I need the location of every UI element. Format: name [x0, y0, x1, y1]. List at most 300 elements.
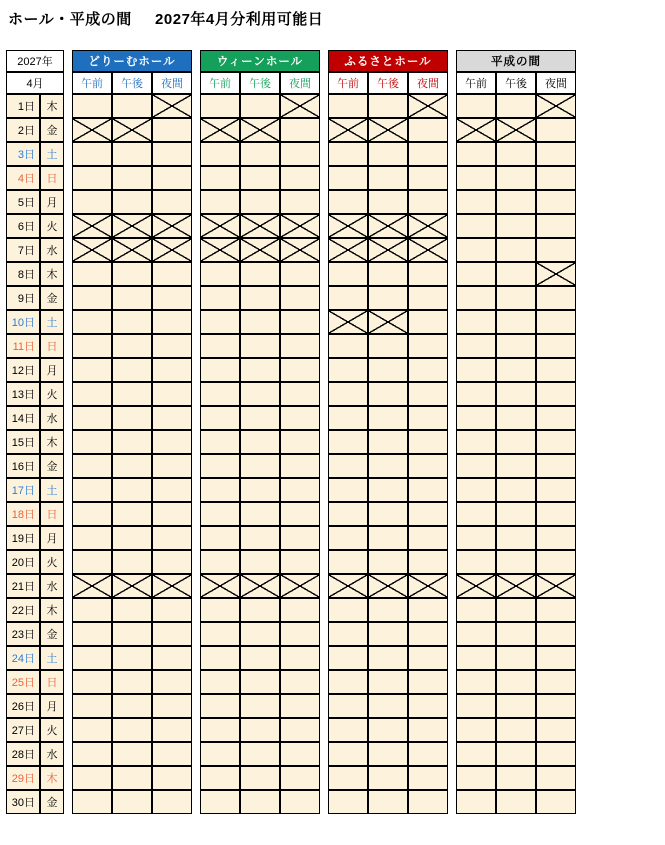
availability-cell[interactable] [368, 718, 408, 742]
availability-cell[interactable] [200, 766, 240, 790]
availability-cell[interactable] [496, 790, 536, 814]
availability-cell[interactable] [496, 238, 536, 262]
availability-cell[interactable] [408, 94, 448, 118]
availability-cell[interactable] [72, 694, 112, 718]
availability-cell[interactable] [280, 238, 320, 262]
availability-cell[interactable] [112, 742, 152, 766]
availability-cell[interactable] [280, 526, 320, 550]
availability-cell[interactable] [72, 790, 112, 814]
availability-cell[interactable] [368, 262, 408, 286]
availability-cell[interactable] [280, 286, 320, 310]
availability-cell[interactable] [456, 382, 496, 406]
availability-cell[interactable] [200, 358, 240, 382]
availability-cell[interactable] [408, 358, 448, 382]
availability-cell[interactable] [536, 430, 576, 454]
availability-cell[interactable] [408, 742, 448, 766]
availability-cell[interactable] [456, 766, 496, 790]
availability-cell[interactable] [456, 166, 496, 190]
availability-cell[interactable] [408, 550, 448, 574]
availability-cell[interactable] [200, 718, 240, 742]
availability-cell[interactable] [112, 358, 152, 382]
availability-cell[interactable] [328, 766, 368, 790]
availability-cell[interactable] [240, 190, 280, 214]
availability-cell[interactable] [200, 526, 240, 550]
availability-cell[interactable] [408, 334, 448, 358]
availability-cell[interactable] [536, 502, 576, 526]
availability-cell[interactable] [72, 526, 112, 550]
availability-cell[interactable] [328, 790, 368, 814]
availability-cell[interactable] [408, 310, 448, 334]
availability-cell[interactable] [240, 790, 280, 814]
availability-cell[interactable] [368, 550, 408, 574]
availability-cell[interactable] [408, 574, 448, 598]
availability-cell[interactable] [72, 94, 112, 118]
availability-cell[interactable] [112, 406, 152, 430]
availability-cell[interactable] [408, 766, 448, 790]
availability-cell[interactable] [280, 430, 320, 454]
availability-cell[interactable] [280, 406, 320, 430]
availability-cell[interactable] [328, 358, 368, 382]
availability-cell[interactable] [240, 622, 280, 646]
availability-cell[interactable] [112, 478, 152, 502]
availability-cell[interactable] [456, 790, 496, 814]
availability-cell[interactable] [280, 478, 320, 502]
availability-cell[interactable] [280, 598, 320, 622]
availability-cell[interactable] [328, 646, 368, 670]
availability-cell[interactable] [152, 382, 192, 406]
availability-cell[interactable] [240, 742, 280, 766]
availability-cell[interactable] [368, 310, 408, 334]
availability-cell[interactable] [328, 622, 368, 646]
availability-cell[interactable] [368, 118, 408, 142]
availability-cell[interactable] [280, 334, 320, 358]
availability-cell[interactable] [536, 406, 576, 430]
availability-cell[interactable] [72, 430, 112, 454]
availability-cell[interactable] [72, 214, 112, 238]
availability-cell[interactable] [280, 718, 320, 742]
availability-cell[interactable] [408, 598, 448, 622]
availability-cell[interactable] [456, 118, 496, 142]
availability-cell[interactable] [536, 766, 576, 790]
availability-cell[interactable] [200, 310, 240, 334]
availability-cell[interactable] [456, 262, 496, 286]
availability-cell[interactable] [72, 310, 112, 334]
availability-cell[interactable] [240, 430, 280, 454]
availability-cell[interactable] [368, 238, 408, 262]
availability-cell[interactable] [536, 550, 576, 574]
availability-cell[interactable] [200, 262, 240, 286]
availability-cell[interactable] [152, 622, 192, 646]
availability-cell[interactable] [496, 142, 536, 166]
availability-cell[interactable] [112, 190, 152, 214]
availability-cell[interactable] [496, 454, 536, 478]
availability-cell[interactable] [280, 454, 320, 478]
availability-cell[interactable] [152, 454, 192, 478]
availability-cell[interactable] [112, 94, 152, 118]
availability-cell[interactable] [328, 190, 368, 214]
availability-cell[interactable] [72, 742, 112, 766]
availability-cell[interactable] [280, 166, 320, 190]
availability-cell[interactable] [240, 454, 280, 478]
availability-cell[interactable] [240, 238, 280, 262]
availability-cell[interactable] [496, 670, 536, 694]
availability-cell[interactable] [240, 118, 280, 142]
availability-cell[interactable] [280, 382, 320, 406]
availability-cell[interactable] [112, 214, 152, 238]
availability-cell[interactable] [72, 406, 112, 430]
availability-cell[interactable] [280, 574, 320, 598]
availability-cell[interactable] [328, 382, 368, 406]
availability-cell[interactable] [536, 646, 576, 670]
availability-cell[interactable] [112, 142, 152, 166]
availability-cell[interactable] [536, 526, 576, 550]
availability-cell[interactable] [328, 670, 368, 694]
availability-cell[interactable] [408, 454, 448, 478]
availability-cell[interactable] [408, 526, 448, 550]
availability-cell[interactable] [408, 190, 448, 214]
availability-cell[interactable] [200, 598, 240, 622]
availability-cell[interactable] [240, 598, 280, 622]
availability-cell[interactable] [456, 622, 496, 646]
availability-cell[interactable] [200, 742, 240, 766]
availability-cell[interactable] [152, 262, 192, 286]
availability-cell[interactable] [72, 166, 112, 190]
availability-cell[interactable] [112, 718, 152, 742]
availability-cell[interactable] [280, 550, 320, 574]
availability-cell[interactable] [536, 166, 576, 190]
availability-cell[interactable] [328, 166, 368, 190]
availability-cell[interactable] [112, 334, 152, 358]
availability-cell[interactable] [240, 646, 280, 670]
availability-cell[interactable] [200, 454, 240, 478]
availability-cell[interactable] [280, 766, 320, 790]
availability-cell[interactable] [408, 142, 448, 166]
availability-cell[interactable] [200, 670, 240, 694]
availability-cell[interactable] [280, 790, 320, 814]
availability-cell[interactable] [152, 118, 192, 142]
availability-cell[interactable] [152, 430, 192, 454]
availability-cell[interactable] [368, 430, 408, 454]
availability-cell[interactable] [72, 238, 112, 262]
availability-cell[interactable] [200, 502, 240, 526]
availability-cell[interactable] [408, 118, 448, 142]
availability-cell[interactable] [368, 214, 408, 238]
availability-cell[interactable] [456, 670, 496, 694]
availability-cell[interactable] [408, 718, 448, 742]
availability-cell[interactable] [72, 358, 112, 382]
availability-cell[interactable] [72, 598, 112, 622]
availability-cell[interactable] [152, 670, 192, 694]
availability-cell[interactable] [152, 742, 192, 766]
availability-cell[interactable] [200, 118, 240, 142]
availability-cell[interactable] [240, 406, 280, 430]
availability-cell[interactable] [536, 694, 576, 718]
availability-cell[interactable] [72, 478, 112, 502]
availability-cell[interactable] [408, 670, 448, 694]
availability-cell[interactable] [536, 238, 576, 262]
availability-cell[interactable] [112, 646, 152, 670]
availability-cell[interactable] [240, 670, 280, 694]
availability-cell[interactable] [536, 334, 576, 358]
availability-cell[interactable] [200, 94, 240, 118]
availability-cell[interactable] [496, 430, 536, 454]
availability-cell[interactable] [200, 550, 240, 574]
availability-cell[interactable] [328, 526, 368, 550]
availability-cell[interactable] [72, 118, 112, 142]
availability-cell[interactable] [200, 190, 240, 214]
availability-cell[interactable] [496, 358, 536, 382]
availability-cell[interactable] [112, 766, 152, 790]
availability-cell[interactable] [408, 406, 448, 430]
availability-cell[interactable] [200, 166, 240, 190]
availability-cell[interactable] [536, 454, 576, 478]
availability-cell[interactable] [112, 790, 152, 814]
availability-cell[interactable] [240, 502, 280, 526]
availability-cell[interactable] [496, 526, 536, 550]
availability-cell[interactable] [240, 334, 280, 358]
availability-cell[interactable] [496, 550, 536, 574]
availability-cell[interactable] [408, 214, 448, 238]
availability-cell[interactable] [112, 694, 152, 718]
availability-cell[interactable] [240, 718, 280, 742]
availability-cell[interactable] [368, 502, 408, 526]
availability-cell[interactable] [328, 214, 368, 238]
availability-cell[interactable] [328, 718, 368, 742]
availability-cell[interactable] [368, 622, 408, 646]
availability-cell[interactable] [368, 790, 408, 814]
availability-cell[interactable] [496, 190, 536, 214]
availability-cell[interactable] [496, 574, 536, 598]
availability-cell[interactable] [280, 262, 320, 286]
availability-cell[interactable] [328, 118, 368, 142]
availability-cell[interactable] [456, 574, 496, 598]
availability-cell[interactable] [200, 142, 240, 166]
availability-cell[interactable] [328, 574, 368, 598]
availability-cell[interactable] [200, 334, 240, 358]
availability-cell[interactable] [112, 286, 152, 310]
availability-cell[interactable] [496, 718, 536, 742]
availability-cell[interactable] [280, 94, 320, 118]
availability-cell[interactable] [368, 286, 408, 310]
availability-cell[interactable] [536, 310, 576, 334]
availability-cell[interactable] [200, 214, 240, 238]
availability-cell[interactable] [72, 262, 112, 286]
availability-cell[interactable] [280, 358, 320, 382]
availability-cell[interactable] [152, 574, 192, 598]
availability-cell[interactable] [496, 406, 536, 430]
availability-cell[interactable] [328, 334, 368, 358]
availability-cell[interactable] [328, 502, 368, 526]
availability-cell[interactable] [240, 694, 280, 718]
availability-cell[interactable] [496, 694, 536, 718]
availability-cell[interactable] [368, 190, 408, 214]
availability-cell[interactable] [112, 526, 152, 550]
availability-cell[interactable] [328, 142, 368, 166]
availability-cell[interactable] [328, 454, 368, 478]
availability-cell[interactable] [456, 598, 496, 622]
availability-cell[interactable] [112, 430, 152, 454]
availability-cell[interactable] [496, 286, 536, 310]
availability-cell[interactable] [200, 406, 240, 430]
availability-cell[interactable] [200, 430, 240, 454]
availability-cell[interactable] [456, 358, 496, 382]
availability-cell[interactable] [72, 334, 112, 358]
availability-cell[interactable] [368, 766, 408, 790]
availability-cell[interactable] [200, 478, 240, 502]
availability-cell[interactable] [112, 310, 152, 334]
availability-cell[interactable] [280, 622, 320, 646]
availability-cell[interactable] [496, 502, 536, 526]
availability-cell[interactable] [456, 742, 496, 766]
availability-cell[interactable] [112, 262, 152, 286]
availability-cell[interactable] [368, 478, 408, 502]
availability-cell[interactable] [328, 550, 368, 574]
availability-cell[interactable] [536, 118, 576, 142]
availability-cell[interactable] [328, 478, 368, 502]
availability-cell[interactable] [456, 334, 496, 358]
availability-cell[interactable] [328, 310, 368, 334]
availability-cell[interactable] [328, 286, 368, 310]
availability-cell[interactable] [368, 670, 408, 694]
availability-cell[interactable] [200, 694, 240, 718]
availability-cell[interactable] [112, 502, 152, 526]
availability-cell[interactable] [496, 598, 536, 622]
availability-cell[interactable] [72, 142, 112, 166]
availability-cell[interactable] [112, 598, 152, 622]
availability-cell[interactable] [72, 190, 112, 214]
availability-cell[interactable] [280, 742, 320, 766]
availability-cell[interactable] [408, 622, 448, 646]
availability-cell[interactable] [240, 166, 280, 190]
availability-cell[interactable] [496, 262, 536, 286]
availability-cell[interactable] [408, 238, 448, 262]
availability-cell[interactable] [368, 334, 408, 358]
availability-cell[interactable] [536, 262, 576, 286]
availability-cell[interactable] [240, 382, 280, 406]
availability-cell[interactable] [456, 286, 496, 310]
availability-cell[interactable] [152, 238, 192, 262]
availability-cell[interactable] [496, 622, 536, 646]
availability-cell[interactable] [456, 406, 496, 430]
availability-cell[interactable] [368, 358, 408, 382]
availability-cell[interactable] [240, 214, 280, 238]
availability-cell[interactable] [280, 142, 320, 166]
availability-cell[interactable] [408, 646, 448, 670]
availability-cell[interactable] [152, 358, 192, 382]
availability-cell[interactable] [72, 550, 112, 574]
availability-cell[interactable] [112, 550, 152, 574]
availability-cell[interactable] [536, 94, 576, 118]
availability-cell[interactable] [200, 622, 240, 646]
availability-cell[interactable] [456, 238, 496, 262]
availability-cell[interactable] [152, 406, 192, 430]
availability-cell[interactable] [536, 598, 576, 622]
availability-cell[interactable] [240, 358, 280, 382]
availability-cell[interactable] [456, 550, 496, 574]
availability-cell[interactable] [112, 382, 152, 406]
availability-cell[interactable] [368, 526, 408, 550]
availability-cell[interactable] [536, 214, 576, 238]
availability-cell[interactable] [112, 454, 152, 478]
availability-cell[interactable] [200, 382, 240, 406]
availability-cell[interactable] [112, 574, 152, 598]
availability-cell[interactable] [496, 214, 536, 238]
availability-cell[interactable] [200, 790, 240, 814]
availability-cell[interactable] [496, 382, 536, 406]
availability-cell[interactable] [328, 598, 368, 622]
availability-cell[interactable] [496, 766, 536, 790]
availability-cell[interactable] [408, 166, 448, 190]
availability-cell[interactable] [280, 214, 320, 238]
availability-cell[interactable] [456, 718, 496, 742]
availability-cell[interactable] [72, 286, 112, 310]
availability-cell[interactable] [368, 574, 408, 598]
availability-cell[interactable] [72, 574, 112, 598]
availability-cell[interactable] [368, 694, 408, 718]
availability-cell[interactable] [152, 166, 192, 190]
availability-cell[interactable] [456, 142, 496, 166]
availability-cell[interactable] [152, 214, 192, 238]
availability-cell[interactable] [200, 238, 240, 262]
availability-cell[interactable] [536, 670, 576, 694]
availability-cell[interactable] [496, 646, 536, 670]
availability-cell[interactable] [280, 190, 320, 214]
availability-cell[interactable] [72, 454, 112, 478]
availability-cell[interactable] [112, 118, 152, 142]
availability-cell[interactable] [408, 382, 448, 406]
availability-cell[interactable] [536, 622, 576, 646]
availability-cell[interactable] [152, 334, 192, 358]
availability-cell[interactable] [112, 238, 152, 262]
availability-cell[interactable] [152, 646, 192, 670]
availability-cell[interactable] [72, 382, 112, 406]
availability-cell[interactable] [456, 478, 496, 502]
availability-cell[interactable] [112, 166, 152, 190]
availability-cell[interactable] [280, 310, 320, 334]
availability-cell[interactable] [240, 142, 280, 166]
availability-cell[interactable] [152, 94, 192, 118]
availability-cell[interactable] [152, 694, 192, 718]
availability-cell[interactable] [240, 766, 280, 790]
availability-cell[interactable] [496, 478, 536, 502]
availability-cell[interactable] [152, 310, 192, 334]
availability-cell[interactable] [536, 790, 576, 814]
availability-cell[interactable] [456, 190, 496, 214]
availability-cell[interactable] [280, 502, 320, 526]
availability-cell[interactable] [152, 526, 192, 550]
availability-cell[interactable] [456, 694, 496, 718]
availability-cell[interactable] [496, 310, 536, 334]
availability-cell[interactable] [72, 766, 112, 790]
availability-cell[interactable] [240, 574, 280, 598]
availability-cell[interactable] [152, 550, 192, 574]
availability-cell[interactable] [328, 94, 368, 118]
availability-cell[interactable] [536, 382, 576, 406]
availability-cell[interactable] [152, 478, 192, 502]
availability-cell[interactable] [240, 478, 280, 502]
availability-cell[interactable] [72, 646, 112, 670]
availability-cell[interactable] [536, 742, 576, 766]
availability-cell[interactable] [240, 526, 280, 550]
availability-cell[interactable] [368, 454, 408, 478]
availability-cell[interactable] [280, 670, 320, 694]
availability-cell[interactable] [200, 574, 240, 598]
availability-cell[interactable] [72, 670, 112, 694]
availability-cell[interactable] [240, 550, 280, 574]
availability-cell[interactable] [152, 142, 192, 166]
availability-cell[interactable] [408, 502, 448, 526]
availability-cell[interactable] [408, 286, 448, 310]
